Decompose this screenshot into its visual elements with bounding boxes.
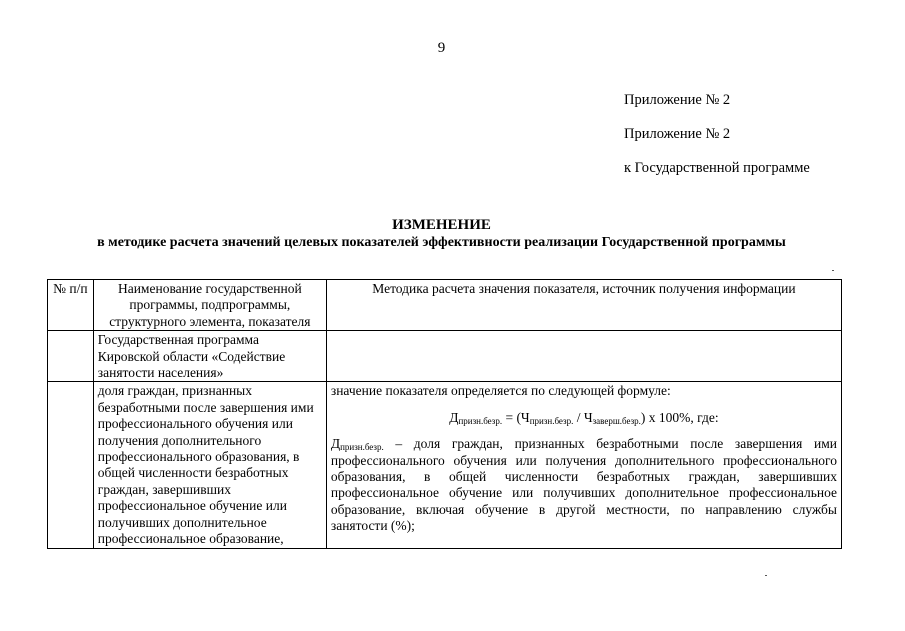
appendix-line-1: Приложение № 2	[624, 92, 731, 108]
indicator-name: доля граждан, признанных безработными после завершения ими профессионального обучения или получения дополнительного профессионального образования, в общей численности безработных граждан, завершивших профессиональное обучение или получивших дополнительное профессиональное образование,	[93, 382, 326, 548]
header-method: Методика расчета значения показателя, источник получения информации	[326, 280, 841, 331]
program-name: Государственная программа Кировской области «Содействие занятости населения»	[93, 331, 326, 382]
methodology-table	[47, 279, 842, 549]
formula: $Д_{призн.безр.} = (Ч_{призн.безр.} / Ч_{заверш.безр.})$ х 100%, где:	[449, 409, 719, 426]
formula-definition: $Д_{призн.безр.}$ – доля граждан, признанных безработными после завершения ими профессионального обучения или получения дополнительного профессионального образования, в общей численности безработных граждан, завершивших профессиональное обучение или получивших дополнительное профессиональное образование, включая обучение в другой местности, по направлению службы занятости (%);	[330, 436, 837, 534]
scan-speck	[765, 575, 767, 576]
header-number: № п/п	[48, 280, 94, 331]
formula-intro: значение показателя определяется по следующей формуле:	[330, 383, 671, 399]
table-header-row	[48, 280, 842, 331]
appendix-line-2: Приложение № 2	[624, 126, 731, 142]
appendix-line-3: к Государственной программе	[624, 160, 810, 176]
page-number: 9	[437, 40, 446, 56]
program-method	[326, 331, 841, 382]
document-subtitle: в методике расчета значений целевых показателей эффективности реализации Государственной программы	[97, 235, 786, 250]
document-title: ИЗМЕНЕНИЕ	[392, 217, 491, 233]
scan-speck	[832, 270, 834, 271]
header-name: Наименование государственной программы, подпрограммы, структурного элемента, показателя	[93, 280, 326, 331]
table-row-program	[48, 331, 842, 382]
indicator-method	[326, 382, 841, 548]
indicator-number	[48, 382, 94, 548]
table-row-indicator	[48, 382, 842, 548]
program-number	[48, 331, 94, 382]
